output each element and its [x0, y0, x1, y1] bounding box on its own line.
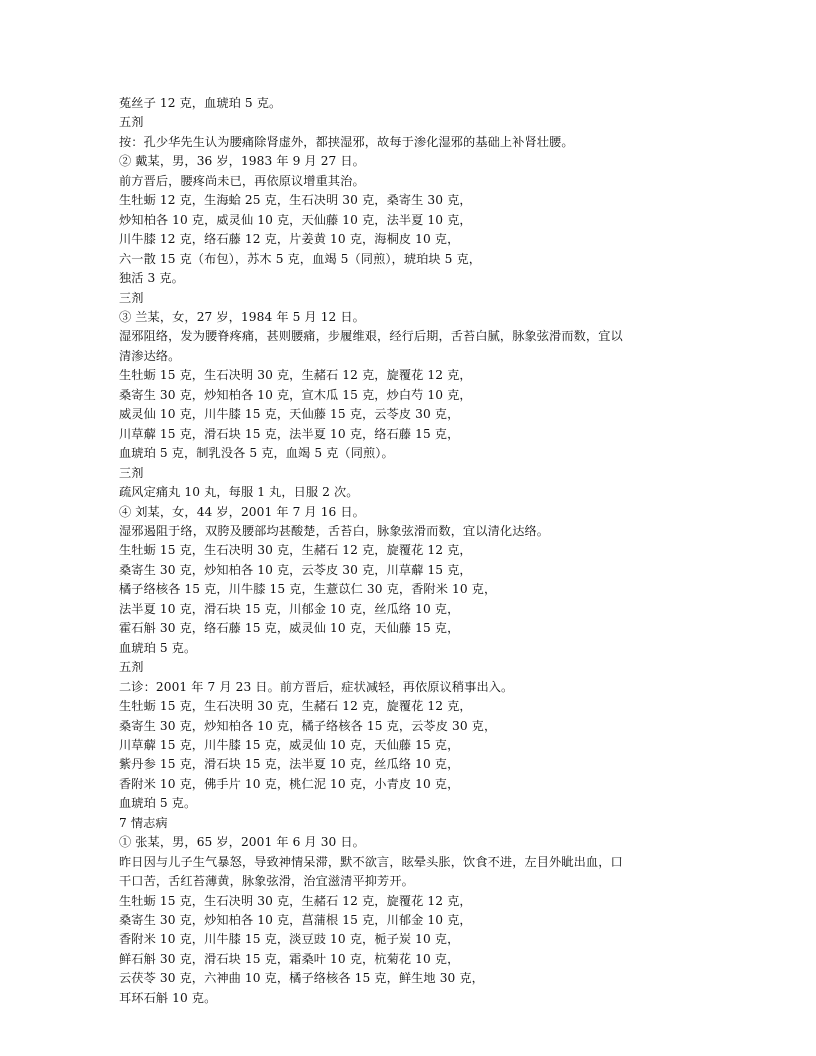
text-line: ② 戴某，男，36 岁，1983 年 9 月 27 日。: [119, 154, 365, 169]
text-line: 按：孔少华先生认为腰痛除肾虚外，都挟湿邪，故每于渗化湿邪的基础上补肾壮腰。: [119, 134, 574, 149]
text-line: 独活 3 克。: [119, 271, 184, 286]
text-line: 橘子络核各 15 克，川牛膝 15 克，生薏苡仁 30 克，香附米 10 克，: [119, 582, 497, 597]
text-line: 五剂: [119, 115, 144, 130]
text-line: 生牡蛎 15 克，生石决明 30 克，生赭石 12 克，旋覆花 12 克，: [119, 699, 472, 714]
text-line: 前方晋后，腰疼尚未已，再依原议增重其治。: [119, 173, 365, 188]
text-line: 六一散 15 克（布包），苏木 5 克，血竭 5（同煎），琥珀块 5 克，: [119, 251, 482, 266]
text-line: 炒知柏各 10 克，威灵仙 10 克，天仙藤 10 克，法半夏 10 克，: [119, 212, 472, 227]
text-line: 生牡蛎 15 克，生石决明 30 克，生赭石 12 克，旋覆花 12 克，: [119, 368, 472, 383]
text-line: 血琥珀 5 克，制乳没各 5 克，血竭 5 克（同煎）。: [119, 446, 394, 461]
text-line: 昨日因与儿子生气暴怒，导致神情呆滞，默不欲言，眩晕头胀，饮食不进，左目外眦出血，口: [119, 854, 623, 869]
text-line: 二诊：2001 年 7 月 23 日。前方晋后，症状减轻，再依原议稍事出入。: [119, 679, 514, 694]
text-line: 霍石斛 30 克，络石藤 15 克，威灵仙 10 克，天仙藤 15 克，: [119, 621, 460, 636]
text-line: ① 张某，男，65 岁，2001 年 6 月 30 日。: [119, 835, 365, 850]
text-line: ④ 刘某，女，44 岁，2001 年 7 月 16 日。: [119, 504, 365, 519]
text-line: 云茯苓 30 克，六神曲 10 克，橘子络核各 15 克，鲜生地 30 克，: [119, 971, 484, 986]
text-line: 威灵仙 10 克，川牛膝 15 克，天仙藤 15 克，云苓皮 30 克，: [119, 407, 460, 422]
text-line: 香附米 10 克，佛手片 10 克，桃仁泥 10 克，小青皮 10 克，: [119, 776, 460, 791]
text-line: 桑寄生 30 克，炒知柏各 10 克，橘子络核各 15 克，云苓皮 30 克，: [119, 718, 497, 733]
text-line: 生牡蛎 15 克，生石决明 30 克，生赭石 12 克，旋覆花 12 克，: [119, 543, 472, 558]
text-line: 干口苦，舌红苔薄黄，脉象弦滑，治宜滋清平抑芳开。: [119, 874, 414, 889]
text-line: 血琥珀 5 克。: [119, 796, 197, 811]
text-line: 川草薢 15 克，川牛膝 15 克，威灵仙 10 克，天仙藤 15 克，: [119, 737, 460, 752]
text-line: 血琥珀 5 克。: [119, 640, 197, 655]
text-line: ③ 兰某，女，27 岁，1984 年 5 月 12 日。: [119, 309, 365, 324]
section-heading: 7 情志病: [119, 815, 168, 830]
text-line: 湿邪遏阻于络，双胯及腰部均甚酸楚，舌苔白，脉象弦滑而数，宜以清化达络。: [119, 523, 550, 538]
text-line: 生牡蛎 12 克，生海蛤 25 克，生石决明 30 克，桑寄生 30 克，: [119, 193, 472, 208]
text-line: 桑寄生 30 克，炒知柏各 10 克，菖蒲根 15 克，川郁金 10 克，: [119, 913, 472, 928]
text-line: 五剂: [119, 660, 144, 675]
text-line: 桑寄生 30 克，炒知柏各 10 克，宣木瓜 15 克，炒白芍 10 克，: [119, 387, 472, 402]
text-line: 法半夏 10 克，滑石块 15 克，川郁金 10 克，丝瓜络 10 克，: [119, 601, 460, 616]
text-line: 疏风定痛丸 10 丸，每服 1 丸，日服 2 次。: [119, 485, 359, 500]
text-line: 耳环石斛 10 克。: [119, 990, 217, 1005]
text-line: 川草薢 15 克，滑石块 15 克，法半夏 10 克，络石藤 15 克，: [119, 426, 460, 441]
text-line: 湿邪阻络，发为腰脊疼痛，甚则腰痛，步履维艰，经行后期，舌苔白腻，脉象弦滑而数，宜以: [119, 329, 623, 344]
text-line: 清渗达络。: [119, 348, 181, 363]
text-line: 鲜石斛 30 克，滑石块 15 克，霜桑叶 10 克，杭菊花 10 克，: [119, 951, 460, 966]
text-line: 生牡蛎 15 克，生石决明 30 克，生赭石 12 克，旋覆花 12 克，: [119, 893, 472, 908]
text-line: 三剂: [119, 465, 144, 480]
text-line: 紫丹参 15 克，滑石块 15 克，法半夏 10 克，丝瓜络 10 克，: [119, 757, 460, 772]
text-line: 菟丝子 12 克，血琥珀 5 克。: [119, 96, 282, 110]
text-line: 川牛膝 12 克，络石藤 12 克，片姜黄 10 克，海桐皮 10 克，: [119, 232, 460, 247]
document-page: [119, 94, 719, 1008]
text-line: 桑寄生 30 克，炒知柏各 10 克，云苓皮 30 克，川草薢 15 克，: [119, 562, 472, 577]
text-line: 香附米 10 克，川牛膝 15 克，淡豆豉 10 克，栀子炭 10 克，: [119, 932, 460, 947]
text-line: 三剂: [119, 290, 144, 305]
